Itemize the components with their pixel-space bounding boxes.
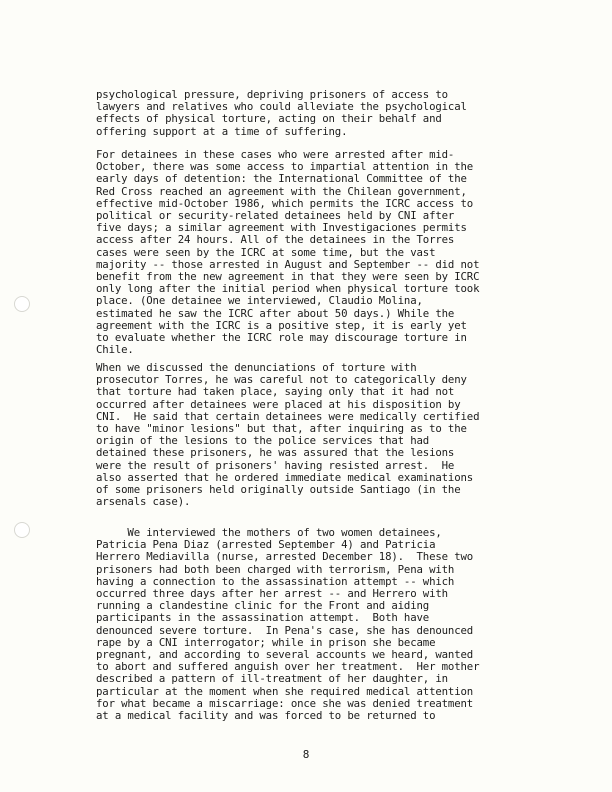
body-paragraph bbox=[96, 149, 542, 356]
paragraph-text: psychological pressure, depriving prisoners of access to lawyers and relatives who could alleviate the psychological effects of physical torture, acting on their behalf and offering support at a time of suffering. bbox=[96, 88, 467, 138]
page-number: 8 bbox=[302, 748, 310, 761]
body-paragraph bbox=[96, 527, 542, 722]
punch-hole bbox=[14, 522, 30, 538]
paragraph-text: For detainees in these cases who were arrested after mid- October, there was some access to impartial attention in the early days of detention: the International Committee of the Red Cross reached an agreement with the Chilean government, effective mid-October 1986, which permits the ICRC access to political or security-related detainees held by CNI after five days; a similar agreement with Investigaciones permits access after 24 hours. All of the detainees in the Torres cases were seen by the ICRC at some time, but the vast majority -- those arrested in August and September -- did not benefit from the new agreement in that they were seen by ICRC only long after the initial period when physical torture took place. (One detainee we interviewed, Claudio Molina, estimated he saw the ICRC after about 50 days.) While the agreement with the ICRC is a positive step, it is early yet to evaluate whether the ICRC role may discourage torture in Chile. bbox=[96, 148, 480, 357]
body-paragraph bbox=[96, 89, 542, 138]
paragraph-text: When we discussed the denunciations of torture with prosecutor Torres, he was careful not to categorically deny that torture had taken place, saying only that it had not occurred after detainees were placed at his disposition by CNI. He said that certain detainees were medically certified to have "minor lesions" but that, after inquiring as to the origin of the lesions to the police services that had detained these prisoners, he was assured that the lesions were the result of prisoners' having resisted arrest. He also asserted that he ordered immediate medical examinations of some prisoners held originally outside Santiago (in the arsenals case). bbox=[96, 361, 480, 509]
body-paragraph bbox=[96, 362, 542, 508]
punch-hole bbox=[14, 296, 30, 312]
paragraph-text: We interviewed the mothers of two women detainees, Patricia Pena Diaz (arrested September 4) and Patricia Herrero Mediavilla (nurse, arrested December 18). These two prisoners had both been charged with terrorism, Pena with having a connection to the assassination attempt -- which occurred three days after her arrest -- and Herrero with running a clandestine clinic for the Front and aiding participants in the assassination attempt. Both have denounced severe torture. In Pena's case, she has denounced rape by a CNI interrogator; while in prison she became pregnant, and according to several accounts we heard, wanted to abort and suffered anguish over her treatment. Her mother described a pattern of ill-treatment of her daughter, in particular at the moment when she required medical attention for what became a miscarriage: once she was denied treatment at a medical facility and was forced to be returned to bbox=[96, 526, 480, 723]
